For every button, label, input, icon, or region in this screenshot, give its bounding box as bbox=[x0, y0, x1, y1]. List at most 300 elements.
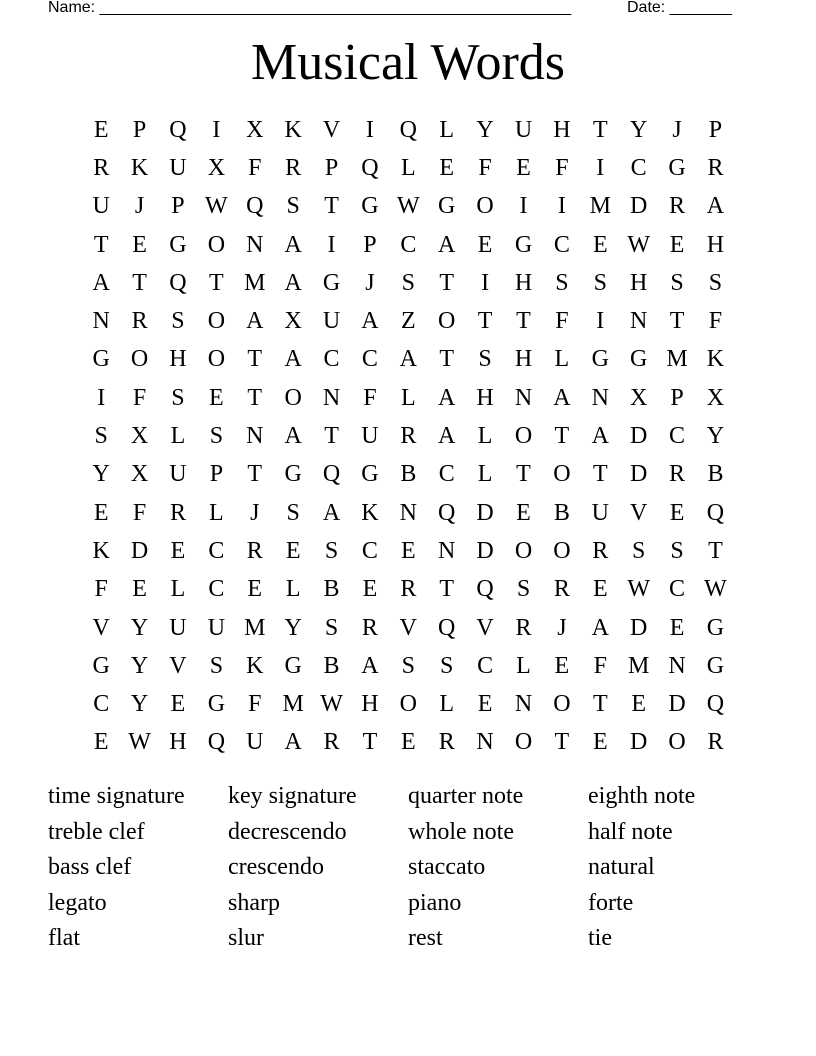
grid-letter: C bbox=[93, 691, 110, 718]
grid-letter: A bbox=[591, 614, 609, 641]
grid-letter: X bbox=[207, 154, 226, 181]
word-list-item: tie bbox=[588, 925, 612, 952]
grid-letter: V bbox=[629, 499, 648, 526]
grid-letter: U bbox=[591, 499, 609, 526]
grid-letter: Q bbox=[207, 729, 226, 756]
grid-letter: G bbox=[322, 269, 341, 296]
grid-letter: E bbox=[132, 576, 147, 603]
grid-letter: M bbox=[282, 691, 304, 718]
grid-letter: S bbox=[516, 576, 531, 603]
grid-letter: N bbox=[668, 652, 686, 679]
grid-letter: P bbox=[132, 116, 147, 143]
grid-letter: D bbox=[629, 193, 648, 220]
grid-letter: I bbox=[97, 384, 106, 411]
grid-letter: G bbox=[361, 461, 379, 488]
grid-letter: U bbox=[169, 461, 187, 488]
grid-letter: T bbox=[247, 461, 263, 488]
grid-letter: A bbox=[284, 729, 302, 756]
word-list-item: crescendo bbox=[228, 854, 324, 881]
grid-letter: R bbox=[169, 499, 186, 526]
grid-letter: T bbox=[362, 729, 378, 756]
grid-letter: A bbox=[284, 269, 302, 296]
grid-letter: T bbox=[592, 116, 608, 143]
grid-letter: A bbox=[399, 346, 417, 373]
grid-letter: F bbox=[555, 308, 569, 335]
grid-letter: T bbox=[516, 461, 531, 488]
grid-letter: G bbox=[361, 193, 379, 220]
grid-letter: J bbox=[365, 269, 375, 296]
grid-letter: U bbox=[169, 614, 187, 641]
grid-letter: O bbox=[284, 384, 302, 411]
grid-letter: N bbox=[399, 499, 417, 526]
grid-letter: X bbox=[246, 116, 264, 143]
grid-letter: H bbox=[514, 346, 533, 373]
grid-letter: T bbox=[247, 346, 263, 373]
grid-letter: B bbox=[323, 576, 340, 603]
name-field: Name: _____________________________________________________ bbox=[48, 0, 572, 16]
grid-letter: G bbox=[207, 691, 226, 718]
grid-letter: I bbox=[212, 116, 221, 143]
grid-letter: L bbox=[170, 423, 186, 450]
grid-letter: V bbox=[92, 614, 110, 641]
grid-letter: C bbox=[630, 154, 647, 181]
grid-letter: L bbox=[516, 652, 531, 679]
grid-letter: N bbox=[591, 384, 609, 411]
grid-letter: P bbox=[708, 116, 723, 143]
grid-letter: N bbox=[514, 691, 533, 718]
grid-letter: E bbox=[516, 499, 531, 526]
grid-letter: O bbox=[553, 691, 571, 718]
grid-letter: R bbox=[438, 729, 455, 756]
word-list-item: decrescendo bbox=[228, 818, 347, 845]
grid-letter: U bbox=[92, 193, 110, 220]
grid-letter: I bbox=[481, 269, 490, 296]
grid-letter: R bbox=[592, 537, 609, 564]
grid-letter: A bbox=[92, 269, 110, 296]
grid-letter: O bbox=[476, 193, 494, 220]
word-list-item: eighth note bbox=[588, 783, 696, 809]
grid-letter: B bbox=[707, 461, 724, 488]
grid-letter: L bbox=[400, 154, 416, 181]
grid-letter: T bbox=[439, 576, 455, 603]
grid-letter: A bbox=[438, 231, 456, 258]
grid-letter: P bbox=[324, 154, 339, 181]
grid-letter: S bbox=[401, 652, 415, 679]
grid-letter: D bbox=[629, 423, 648, 450]
grid-letter: G bbox=[706, 614, 725, 641]
grid-letter: D bbox=[629, 729, 648, 756]
grid-letter: V bbox=[476, 614, 494, 641]
word-list-item: rest bbox=[408, 925, 443, 952]
grid-letter: Y bbox=[92, 461, 110, 488]
grid-letter: R bbox=[131, 308, 148, 335]
grid-letter: A bbox=[284, 231, 302, 258]
grid-letter: V bbox=[322, 116, 341, 143]
grid-letter: X bbox=[284, 308, 302, 335]
grid-letter: E bbox=[400, 537, 416, 564]
grid-letter: G bbox=[706, 652, 725, 679]
grid-letter: D bbox=[629, 461, 648, 488]
grid-letter: V bbox=[169, 652, 187, 679]
grid-letter: E bbox=[592, 576, 608, 603]
grid-letter: H bbox=[169, 346, 187, 373]
grid-letter: S bbox=[171, 308, 185, 335]
grid-letter: G bbox=[284, 652, 302, 679]
grid-letter: G bbox=[438, 193, 456, 220]
grid-letter: T bbox=[324, 193, 339, 220]
grid-letter: U bbox=[169, 154, 187, 181]
grid-letter: Q bbox=[169, 116, 187, 143]
grid-letter: T bbox=[324, 423, 339, 450]
grid-letter: A bbox=[438, 423, 456, 450]
grid-letter: S bbox=[708, 269, 723, 296]
grid-letter: L bbox=[209, 499, 224, 526]
grid-letter: Q bbox=[361, 154, 379, 181]
grid-letter: N bbox=[246, 231, 264, 258]
grid-letter: T bbox=[516, 308, 531, 335]
grid-letter: H bbox=[476, 384, 494, 411]
grid-letter: U bbox=[514, 116, 533, 143]
grid-letter: C bbox=[438, 461, 455, 488]
grid-letter: S bbox=[670, 537, 684, 564]
grid-letter: J bbox=[134, 193, 145, 220]
grid-letter: F bbox=[94, 576, 108, 603]
grid-letter: O bbox=[207, 346, 226, 373]
grid-letter: A bbox=[361, 308, 379, 335]
grid-letter: T bbox=[592, 461, 608, 488]
grid-letter: P bbox=[171, 193, 185, 220]
grid-letter: M bbox=[666, 346, 688, 373]
grid-letter: H bbox=[169, 729, 187, 756]
grid-letter: E bbox=[631, 691, 646, 718]
word-list-item: half note bbox=[588, 818, 673, 845]
word-list-item: slur bbox=[228, 925, 264, 952]
grid-letter: O bbox=[553, 461, 571, 488]
grid-letter: C bbox=[553, 231, 570, 258]
grid-letter: W bbox=[128, 729, 151, 756]
word-list-item: natural bbox=[588, 854, 655, 881]
grid-letter: E bbox=[170, 537, 186, 564]
grid-letter: L bbox=[477, 423, 493, 450]
grid-letter: Y bbox=[130, 652, 149, 679]
grid-letter: S bbox=[555, 269, 569, 296]
grid-letter: T bbox=[477, 308, 493, 335]
grid-letter: C bbox=[477, 652, 494, 679]
grid-letter: U bbox=[207, 614, 226, 641]
grid-letter: G bbox=[92, 652, 110, 679]
grid-letter: R bbox=[361, 614, 378, 641]
grid-letter: F bbox=[478, 154, 492, 181]
grid-letter: S bbox=[171, 384, 185, 411]
grid-letter: D bbox=[629, 614, 648, 641]
grid-letter: R bbox=[515, 614, 532, 641]
grid-letter: H bbox=[361, 691, 379, 718]
grid-letter: T bbox=[554, 423, 570, 450]
grid-letter: R bbox=[553, 576, 570, 603]
grid-letter: T bbox=[209, 269, 224, 296]
grid-letter: O bbox=[438, 308, 456, 335]
grid-letter: Q bbox=[438, 614, 456, 641]
grid-letter: T bbox=[132, 269, 147, 296]
grid-letter: U bbox=[322, 308, 341, 335]
grid-letter: E bbox=[285, 537, 301, 564]
grid-letter: S bbox=[286, 193, 300, 220]
grid-letter: E bbox=[209, 384, 224, 411]
grid-letter: A bbox=[322, 499, 341, 526]
grid-letter: P bbox=[670, 384, 684, 411]
grid-letter: E bbox=[516, 154, 531, 181]
grid-letter: H bbox=[706, 231, 725, 258]
grid-letter: G bbox=[169, 231, 187, 258]
word-list-item: staccato bbox=[408, 854, 486, 881]
grid-letter: E bbox=[400, 729, 416, 756]
grid-letter: C bbox=[669, 576, 686, 603]
grid-letter: W bbox=[627, 231, 650, 258]
grid-letter: F bbox=[248, 154, 262, 181]
grid-letter: W bbox=[205, 193, 228, 220]
grid-letter: T bbox=[439, 346, 455, 373]
grid-letter: C bbox=[208, 576, 225, 603]
grid-letter: K bbox=[284, 116, 302, 143]
grid-letter: E bbox=[93, 116, 109, 143]
page-title: Musical Words bbox=[250, 34, 566, 91]
grid-letter: J bbox=[557, 614, 567, 641]
grid-letter: D bbox=[476, 537, 494, 564]
grid-letter: E bbox=[669, 614, 685, 641]
grid-letter: C bbox=[208, 537, 225, 564]
grid-letter: O bbox=[514, 729, 533, 756]
grid-letter: H bbox=[629, 269, 648, 296]
grid-letter: F bbox=[363, 384, 377, 411]
grid-letter: N bbox=[92, 308, 110, 335]
grid-letter: W bbox=[396, 193, 420, 220]
grid-letter: L bbox=[285, 576, 301, 603]
grid-letter: O bbox=[553, 537, 571, 564]
grid-letter: B bbox=[553, 499, 570, 526]
grid-letter: T bbox=[247, 384, 263, 411]
grid-letter: M bbox=[244, 614, 266, 641]
grid-letter: L bbox=[170, 576, 186, 603]
grid-letter: R bbox=[669, 461, 686, 488]
grid-letter: T bbox=[708, 537, 723, 564]
word-list-item: treble clef bbox=[48, 818, 145, 845]
grid-letter: O bbox=[668, 729, 686, 756]
grid-letter: M bbox=[589, 193, 611, 220]
grid-letter: X bbox=[629, 384, 648, 411]
grid-letter: N bbox=[246, 423, 264, 450]
grid-letter: R bbox=[400, 423, 417, 450]
grid-letter: K bbox=[246, 652, 264, 679]
grid-letter: Y bbox=[130, 691, 149, 718]
grid-letter: G bbox=[668, 154, 686, 181]
grid-letter: T bbox=[592, 691, 608, 718]
grid-letter: K bbox=[130, 154, 149, 181]
grid-letter: J bbox=[672, 116, 682, 143]
grid-letter: I bbox=[596, 154, 605, 181]
grid-letter: D bbox=[476, 499, 494, 526]
grid-letter: Y bbox=[629, 116, 648, 143]
grid-letter: X bbox=[130, 461, 149, 488]
grid-letter: O bbox=[514, 537, 533, 564]
grid-letter: C bbox=[361, 346, 378, 373]
grid-letter: Q bbox=[246, 193, 264, 220]
grid-letter: E bbox=[592, 231, 608, 258]
grid-letter: I bbox=[519, 193, 528, 220]
grid-letter: K bbox=[92, 537, 110, 564]
grid-letter: M bbox=[627, 652, 650, 679]
grid-letter: G bbox=[629, 346, 648, 373]
grid-letter: E bbox=[669, 499, 685, 526]
grid-letter: T bbox=[554, 729, 570, 756]
grid-letter: I bbox=[596, 308, 605, 335]
grid-letter: X bbox=[706, 384, 725, 411]
grid-letter: I bbox=[327, 231, 336, 258]
grid-letter: U bbox=[246, 729, 264, 756]
grid-letter: C bbox=[669, 423, 686, 450]
date-field: Date: _______ bbox=[627, 0, 732, 16]
grid-letter: S bbox=[324, 537, 339, 564]
grid-letter: N bbox=[514, 384, 533, 411]
grid-letter: R bbox=[707, 154, 724, 181]
grid-letter: F bbox=[132, 499, 147, 526]
grid-letter: Q bbox=[706, 691, 725, 718]
word-list-item: time signature bbox=[48, 783, 185, 809]
grid-letter: N bbox=[322, 384, 341, 411]
grid-letter: L bbox=[439, 691, 455, 718]
grid-letter: E bbox=[669, 231, 685, 258]
grid-letter: P bbox=[363, 231, 377, 258]
grid-letter: M bbox=[244, 269, 266, 296]
grid-letter: B bbox=[323, 652, 340, 679]
grid-letter: E bbox=[93, 729, 109, 756]
grid-letter: I bbox=[365, 116, 374, 143]
grid-letter: R bbox=[400, 576, 417, 603]
grid-letter: W bbox=[627, 576, 650, 603]
grid-letter: Q bbox=[476, 576, 494, 603]
grid-letter: A bbox=[553, 384, 571, 411]
grid-letter: Y bbox=[284, 614, 302, 641]
grid-letter: E bbox=[170, 691, 186, 718]
grid-letter: T bbox=[439, 269, 455, 296]
grid-letter: E bbox=[247, 576, 263, 603]
grid-letter: E bbox=[439, 154, 455, 181]
grid-letter: S bbox=[94, 423, 108, 450]
grid-letter: A bbox=[361, 652, 379, 679]
grid-letter: F bbox=[593, 652, 607, 679]
word-list-item: piano bbox=[408, 889, 462, 916]
grid-letter: I bbox=[557, 193, 566, 220]
grid-letter: E bbox=[132, 231, 147, 258]
grid-letter: G bbox=[284, 461, 302, 488]
grid-letter: S bbox=[670, 269, 684, 296]
grid-letter: R bbox=[246, 537, 263, 564]
word-list bbox=[48, 779, 768, 957]
grid-letter: K bbox=[361, 499, 379, 526]
grid-letter: L bbox=[477, 461, 493, 488]
grid-letter: F bbox=[555, 154, 569, 181]
grid-letter: R bbox=[323, 729, 340, 756]
word-list-item: bass clef bbox=[48, 854, 132, 881]
word-list-item: legato bbox=[48, 889, 107, 916]
grid-letter: O bbox=[130, 346, 149, 373]
grid-letter: O bbox=[207, 231, 226, 258]
grid-letter: A bbox=[284, 346, 302, 373]
grid-letter: A bbox=[706, 193, 725, 220]
grid-letter: R bbox=[93, 154, 110, 181]
grid-letter: S bbox=[440, 652, 454, 679]
grid-letter: A bbox=[591, 423, 609, 450]
grid-letter: Q bbox=[438, 499, 456, 526]
grid-letter: F bbox=[248, 691, 262, 718]
grid-letter: V bbox=[399, 614, 417, 641]
grid-letter: H bbox=[553, 116, 571, 143]
grid-letter: G bbox=[514, 231, 533, 258]
grid-letter: Q bbox=[169, 269, 187, 296]
grid-letter: S bbox=[631, 537, 646, 564]
grid-letter: S bbox=[593, 269, 607, 296]
grid-letter: N bbox=[476, 729, 494, 756]
grid-letter: E bbox=[93, 499, 109, 526]
grid-letter: C bbox=[323, 346, 340, 373]
word-list-item: key signature bbox=[228, 783, 357, 809]
grid-letter: L bbox=[554, 346, 570, 373]
grid-letter: C bbox=[400, 231, 417, 258]
grid-letter: O bbox=[514, 423, 533, 450]
grid-letter: D bbox=[130, 537, 149, 564]
grid-letter: Q bbox=[706, 499, 725, 526]
grid-letter: F bbox=[708, 308, 723, 335]
grid-letter: O bbox=[207, 308, 226, 335]
grid-letter: S bbox=[478, 346, 492, 373]
grid-letter: E bbox=[362, 576, 378, 603]
grid-letter: S bbox=[209, 423, 224, 450]
grid-letter: S bbox=[286, 499, 300, 526]
grid-letter: A bbox=[284, 423, 302, 450]
grid-letter: E bbox=[592, 729, 608, 756]
grid-letter: D bbox=[668, 691, 686, 718]
grid-letter: Y bbox=[476, 116, 494, 143]
grid-letter: R bbox=[669, 193, 686, 220]
grid-letter: S bbox=[401, 269, 415, 296]
grid-letter: W bbox=[320, 691, 343, 718]
grid-letter: N bbox=[438, 537, 456, 564]
grid-letter: Z bbox=[400, 308, 416, 335]
grid-letter: Q bbox=[399, 116, 417, 143]
grid-letter: O bbox=[399, 691, 417, 718]
grid-letter: N bbox=[629, 308, 648, 335]
grid-letter: U bbox=[361, 423, 379, 450]
grid-letter: R bbox=[285, 154, 302, 181]
grid-letter: X bbox=[130, 423, 149, 450]
word-list-item: quarter note bbox=[408, 783, 524, 809]
grid-letter: Y bbox=[706, 423, 725, 450]
grid-letter: J bbox=[250, 499, 260, 526]
grid-letter: C bbox=[361, 537, 378, 564]
grid-letter: F bbox=[132, 384, 147, 411]
grid-letter: L bbox=[400, 384, 416, 411]
grid-letter: A bbox=[438, 384, 456, 411]
grid-letter: E bbox=[477, 691, 493, 718]
grid-letter: S bbox=[209, 652, 224, 679]
grid-letter: W bbox=[704, 576, 727, 603]
grid-letter: S bbox=[324, 614, 339, 641]
grid-letter: P bbox=[209, 461, 224, 488]
grid-letter: B bbox=[400, 461, 417, 488]
word-list-item: forte bbox=[588, 889, 634, 916]
grid-letter: H bbox=[514, 269, 533, 296]
grid-letter: K bbox=[706, 346, 725, 373]
letter-grid bbox=[82, 111, 735, 762]
